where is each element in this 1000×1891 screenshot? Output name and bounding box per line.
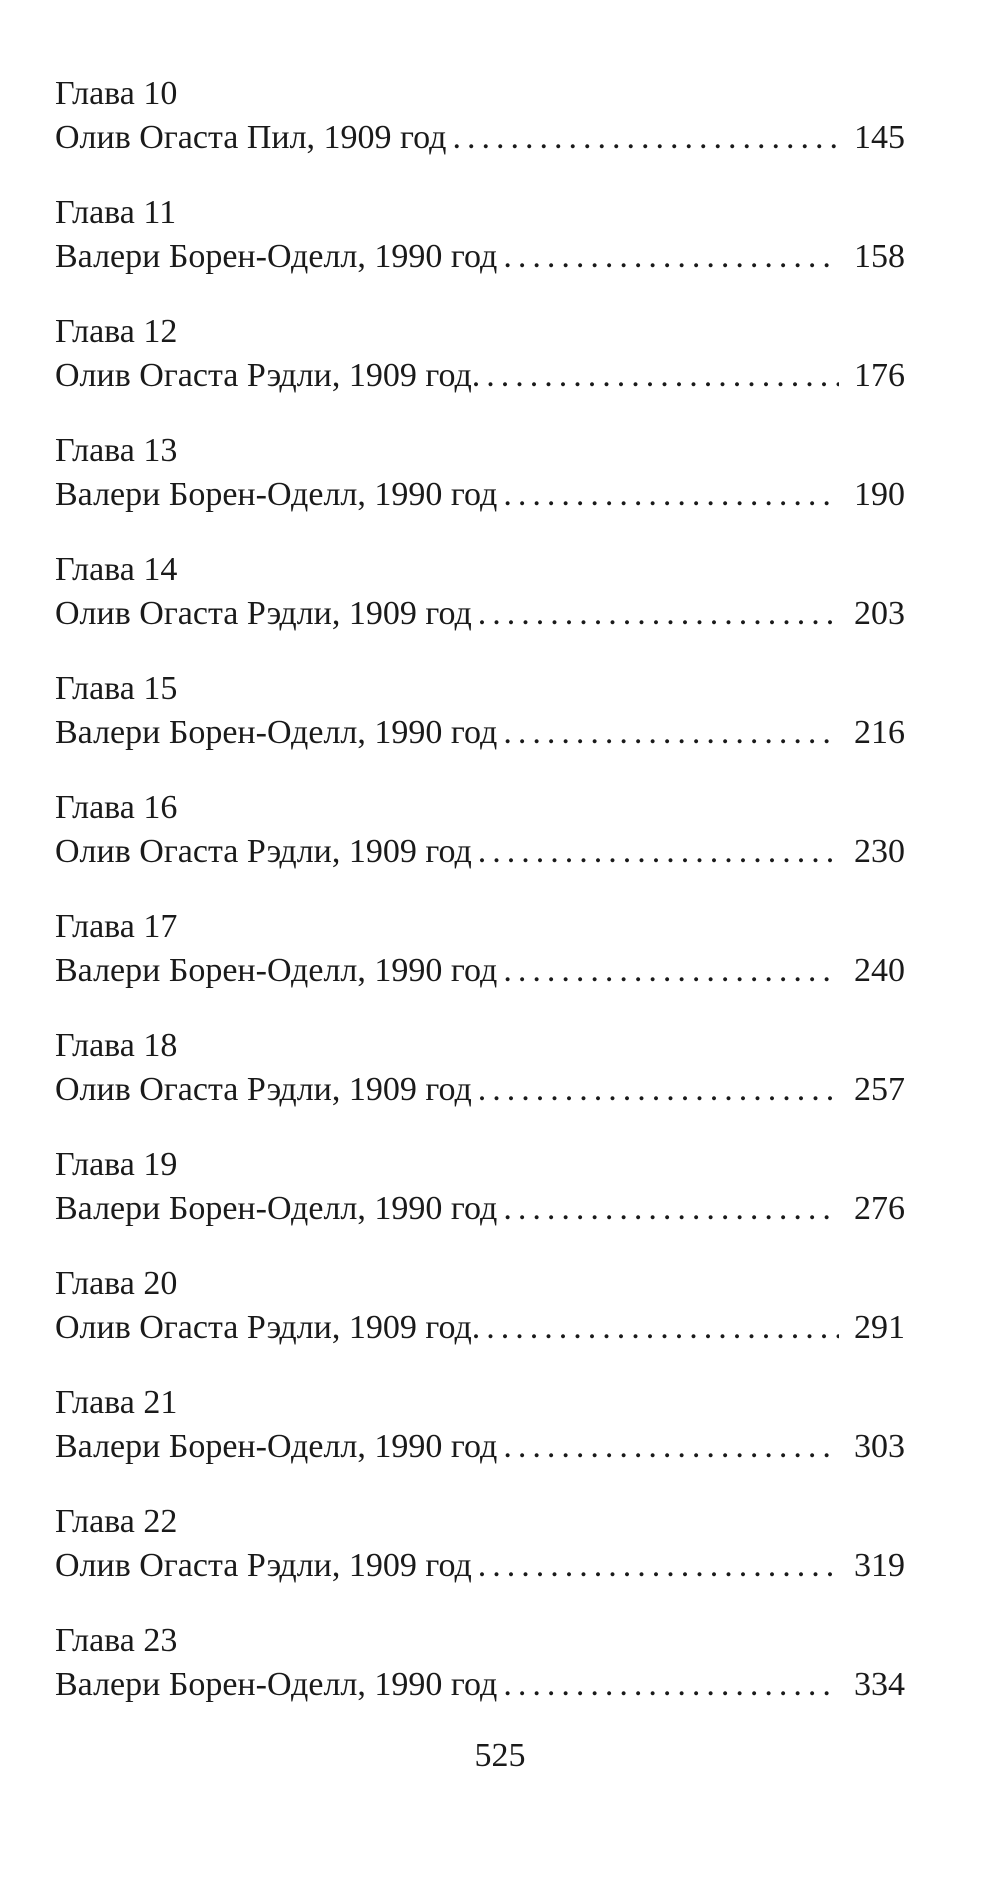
toc-entry [55,1500,905,1619]
chapter-title: Валери Борен-Оделл, 1990 год [55,714,498,751]
chapter-page-number: 319 [854,1547,905,1584]
toc-line [55,1425,905,1469]
dot-leader [478,1068,839,1112]
chapter-page-number: 203 [854,595,905,632]
chapter-heading: Глава 23 [55,1622,178,1659]
chapter-heading: Глава 17 [55,908,178,945]
dot-leader [503,949,839,993]
toc-line [55,1663,905,1707]
dot-leader [486,1306,839,1350]
dot-leader [478,1544,839,1588]
dot-leader [503,473,839,517]
chapter-title: Олив Огаста Рэдли, 1909 год. [55,1309,481,1346]
chapter-title: Олив Огаста Пил, 1909 год [55,119,447,156]
chapter-title: Валери Борен-Оделл, 1990 год [55,476,498,513]
toc-line [55,116,905,160]
toc-line [55,473,905,517]
toc-entry [55,429,905,548]
toc-line [55,235,905,279]
chapter-page-number: 276 [854,1190,905,1227]
chapter-title: Олив Огаста Рэдли, 1909 год [55,595,472,632]
chapter-title: Олив Огаста Рэдли, 1909 год [55,1071,472,1108]
toc-entry [55,1024,905,1143]
chapter-page-number: 240 [854,952,905,989]
chapter-title: Олив Огаста Рэдли, 1909 год [55,833,472,870]
chapter-page-number: 158 [854,238,905,275]
chapter-title: Валери Борен-Оделл, 1990 год [55,1666,498,1703]
chapter-page-number: 257 [854,1071,905,1108]
dot-leader [503,1663,839,1707]
chapter-page-number: 291 [854,1309,905,1346]
chapter-page-number: 230 [854,833,905,870]
dot-leader [478,830,839,874]
chapter-heading: Глава 16 [55,789,178,826]
toc-entry [55,667,905,786]
toc-line [55,1068,905,1112]
chapter-heading: Глава 13 [55,432,178,469]
dot-leader [486,354,839,398]
toc-line [55,354,905,398]
toc-line [55,830,905,874]
chapter-heading: Глава 14 [55,551,178,588]
toc-line [55,1306,905,1350]
chapter-title: Олив Огаста Рэдли, 1909 год [55,1547,472,1584]
toc-line [55,1187,905,1231]
chapter-heading: Глава 18 [55,1027,178,1064]
chapter-page-number: 145 [854,119,905,156]
dot-leader [503,711,839,755]
chapter-title: Валери Борен-Оделл, 1990 год [55,952,498,989]
chapter-page-number: 303 [854,1428,905,1465]
chapter-page-number: 176 [854,357,905,394]
dot-leader [503,1187,839,1231]
chapter-heading: Глава 11 [55,194,177,231]
toc-entry [55,786,905,905]
toc-entry [55,1381,905,1500]
toc-line [55,1544,905,1588]
toc-entry [55,310,905,429]
dot-leader [503,1425,839,1469]
toc-entry [55,72,905,191]
toc-line [55,592,905,636]
chapter-heading: Глава 21 [55,1384,178,1421]
toc-entry [55,1143,905,1262]
chapter-heading: Глава 22 [55,1503,178,1540]
toc-entry [55,548,905,667]
chapter-title: Валери Борен-Оделл, 1990 год [55,1190,498,1227]
toc-entry [55,1619,905,1738]
chapter-page-number: 334 [854,1666,905,1703]
chapter-page-number: 190 [854,476,905,513]
toc-line [55,711,905,755]
dot-leader [452,116,839,160]
toc-entry [55,1262,905,1381]
toc-entry [55,191,905,310]
dot-leader [478,592,839,636]
chapter-heading: Глава 15 [55,670,178,707]
chapter-heading: Глава 10 [55,75,178,112]
page-number: 525 [474,1737,526,1774]
chapter-title: Олив Огаста Рэдли, 1909 год. [55,357,481,394]
chapter-heading: Глава 20 [55,1265,178,1302]
toc-entry [55,905,905,1024]
toc-line [55,949,905,993]
table-of-contents [55,72,905,1738]
chapter-page-number: 216 [854,714,905,751]
chapter-title: Валери Борен-Оделл, 1990 год [55,238,498,275]
dot-leader [503,235,839,279]
chapter-heading: Глава 19 [55,1146,178,1183]
chapter-heading: Глава 12 [55,313,178,350]
chapter-title: Валери Борен-Оделл, 1990 год [55,1428,498,1465]
